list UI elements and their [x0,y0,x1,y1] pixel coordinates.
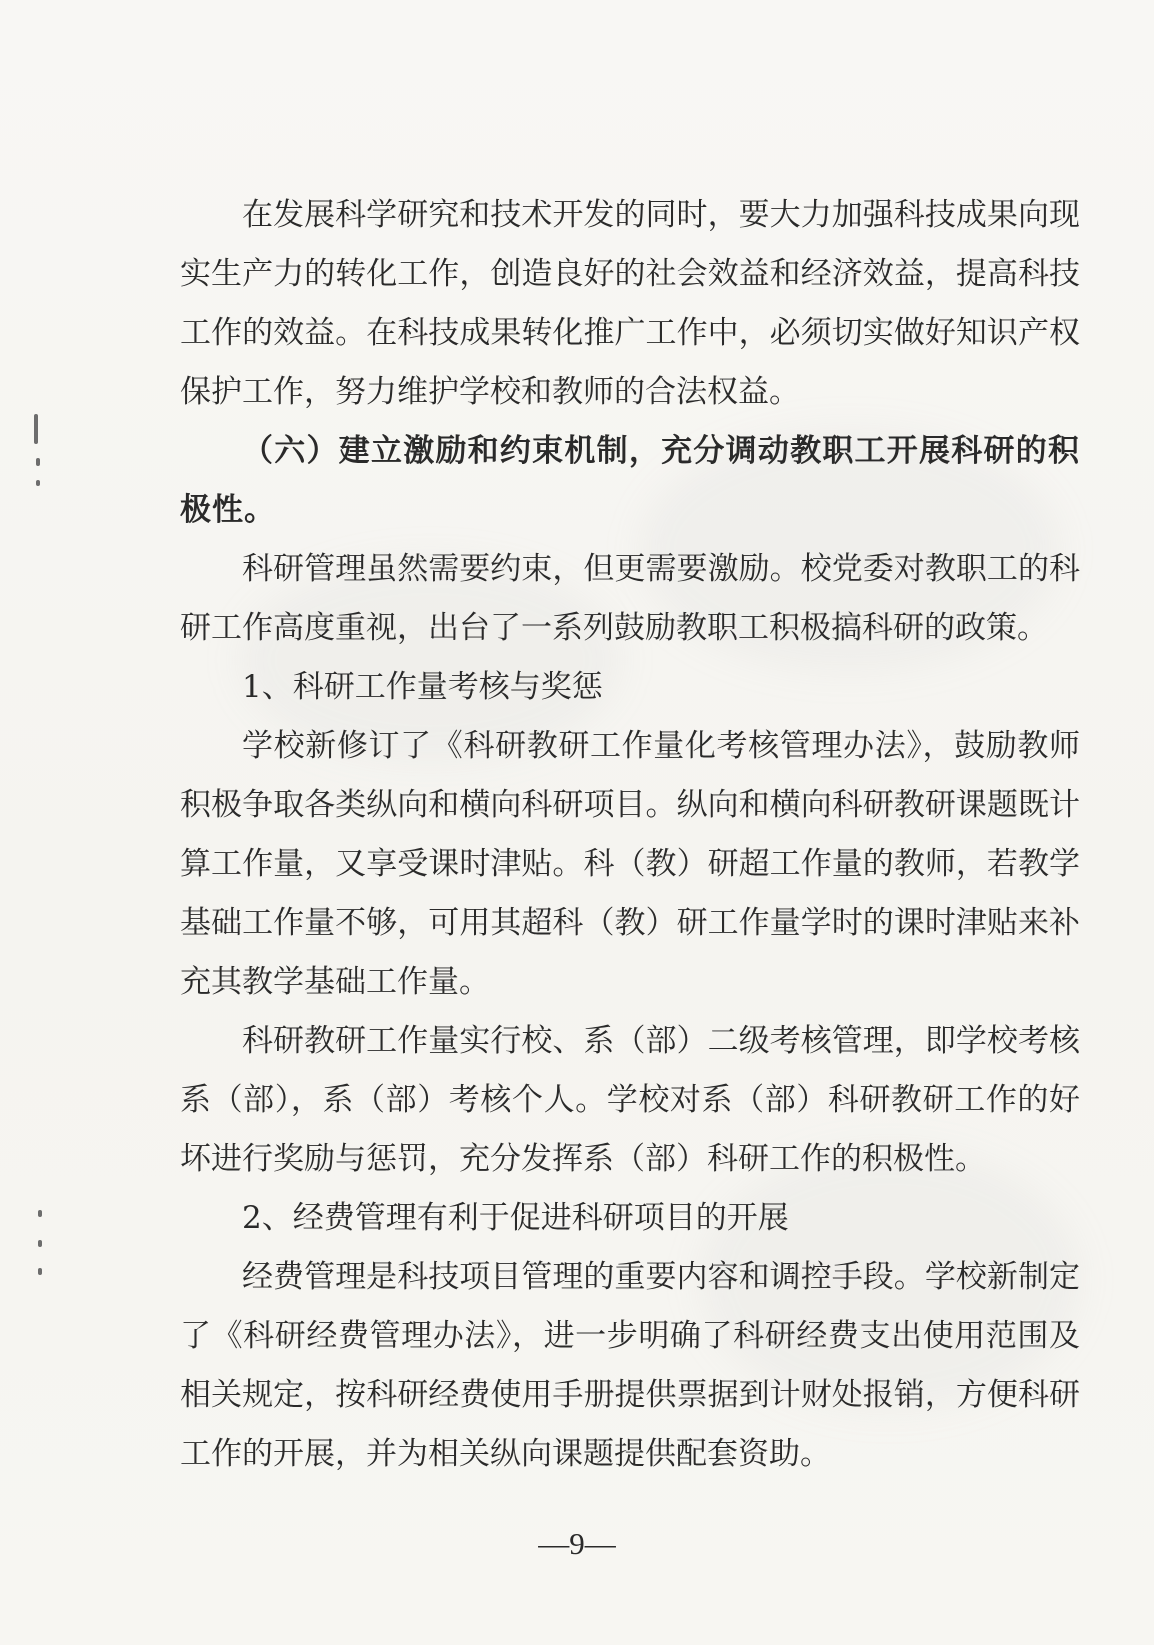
paragraph-funding-rules: 经费管理是科技项目管理的重要内容和调控手段。学校新制定了《科研经费管理办法》，进一步明确了科研经费支出使用范围及相关规定，按科研经费使用手册提供票据到计财处报销，方便科研工作的开展，并为相关纵向课题提供配套资助。 [180,1259,1080,1472]
binding-hole-mark [34,414,38,444]
page-number: —9— [538,1526,616,1561]
paragraph-two-level-management: 科研教研工作量实行校、系（部）二级考核管理，即学校考核系（部），系（部）考核个人。学校对系（部）科研教研工作的好坏进行奖励与惩罚，充分发挥系（部）科研工作的积极性。 [180,1023,1080,1177]
paragraph-incentive-intro: 科研管理虽然需要约束，但更需要激励。校党委对教职工的科研工作高度重视，出台了一系列鼓励教职工积极搞科研的政策。 [180,551,1080,646]
binding-hole-mark [38,1268,42,1275]
binding-hole-mark [36,480,40,486]
binding-hole-mark [38,1210,42,1217]
subheading-workload-assessment: 1、科研工作量考核与奖惩 [242,669,603,705]
body-text [180,186,1080,1484]
binding-hole-mark [38,1240,42,1247]
section-heading-incentives: （六）建立激励和约束机制，充分调动教职工开展科研的积极性。 [180,433,1080,528]
binding-hole-mark [36,458,40,466]
subheading-funding-management: 2、经费管理有利于促进科研项目的开展 [242,1200,789,1236]
paragraph-workload-measures: 学校新修订了《科研教研工作量化考核管理办法》，鼓励教师积极争取各类纵向和横向科研项目。纵向和横向科研教研课题既计算工作量，又享受课时津贴。科（教）研超工作量的教师，若教学基础工作量不够，可用其超科（教）研工作量学时的课时津贴来补充其教学基础工作量。 [180,728,1080,1000]
paragraph-tech-transfer: 在发展科学研究和技术开发的同时，要大力加强科技成果向现实生产力的转化工作，创造良好的社会效益和经济效益，提高科技工作的效益。在科技成果转化推广工作中，必须切实做好知识产权保护工作，努力维护学校和教师的合法权益。 [180,197,1080,410]
